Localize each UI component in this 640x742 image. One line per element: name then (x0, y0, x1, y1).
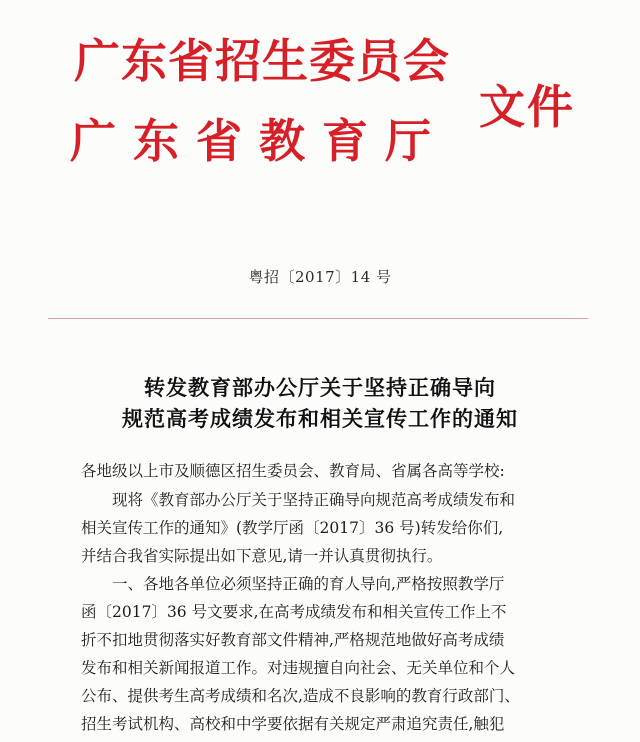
document-type-label: 文件 (479, 80, 575, 134)
body-line: 相关宣传工作的通知》(教学厅函〔2017〕36 号)转发给你们, (81, 519, 504, 537)
issuer-name-line-1: 广东省招生委员会 (74, 34, 450, 88)
document-title-line-2: 规范高考成绩发布和相关宣传工作的通知 (122, 406, 518, 431)
document-title-line-1: 转发教育部办公厅关于坚持正确导向 (144, 375, 496, 400)
body-line: 一、各地各单位必须坚持正确的育人导向,严格按照教学厅 (81, 575, 505, 593)
body-line: 现将《教育部办公厅关于坚持正确导向规范高考成绩发布和 (81, 491, 516, 509)
body-line: 函〔2017〕36 号文要求,在高考成绩发布和相关宣传工作上不 (81, 603, 507, 621)
header-divider (48, 318, 588, 319)
body-line: 折不扣地贯彻落实好教育部文件精神,严格规范地做好高考成绩 (81, 631, 505, 649)
issuer-name-line-2: 广东省教育厅 (70, 114, 448, 168)
body-line: 公布、提供考生高考成绩和名次,造成不良影响的教育行政部门、 (81, 687, 520, 705)
body-line: 发布和相关新闻报道工作。对违规擅自向社会、无关单位和个人 (81, 659, 516, 677)
body-line: 招生考试机构、高校和中学要依据有关规定严肃追究责任,触犯 (81, 715, 505, 733)
body-line: 并结合我省实际提出如下意见,请一并认真贯彻执行。 (81, 547, 443, 565)
document-number: 粤招〔2017〕14 号 (248, 268, 392, 286)
body-line: 各地级以上市及顺德区招生委员会、教育局、省属各高等学校: (81, 462, 505, 480)
